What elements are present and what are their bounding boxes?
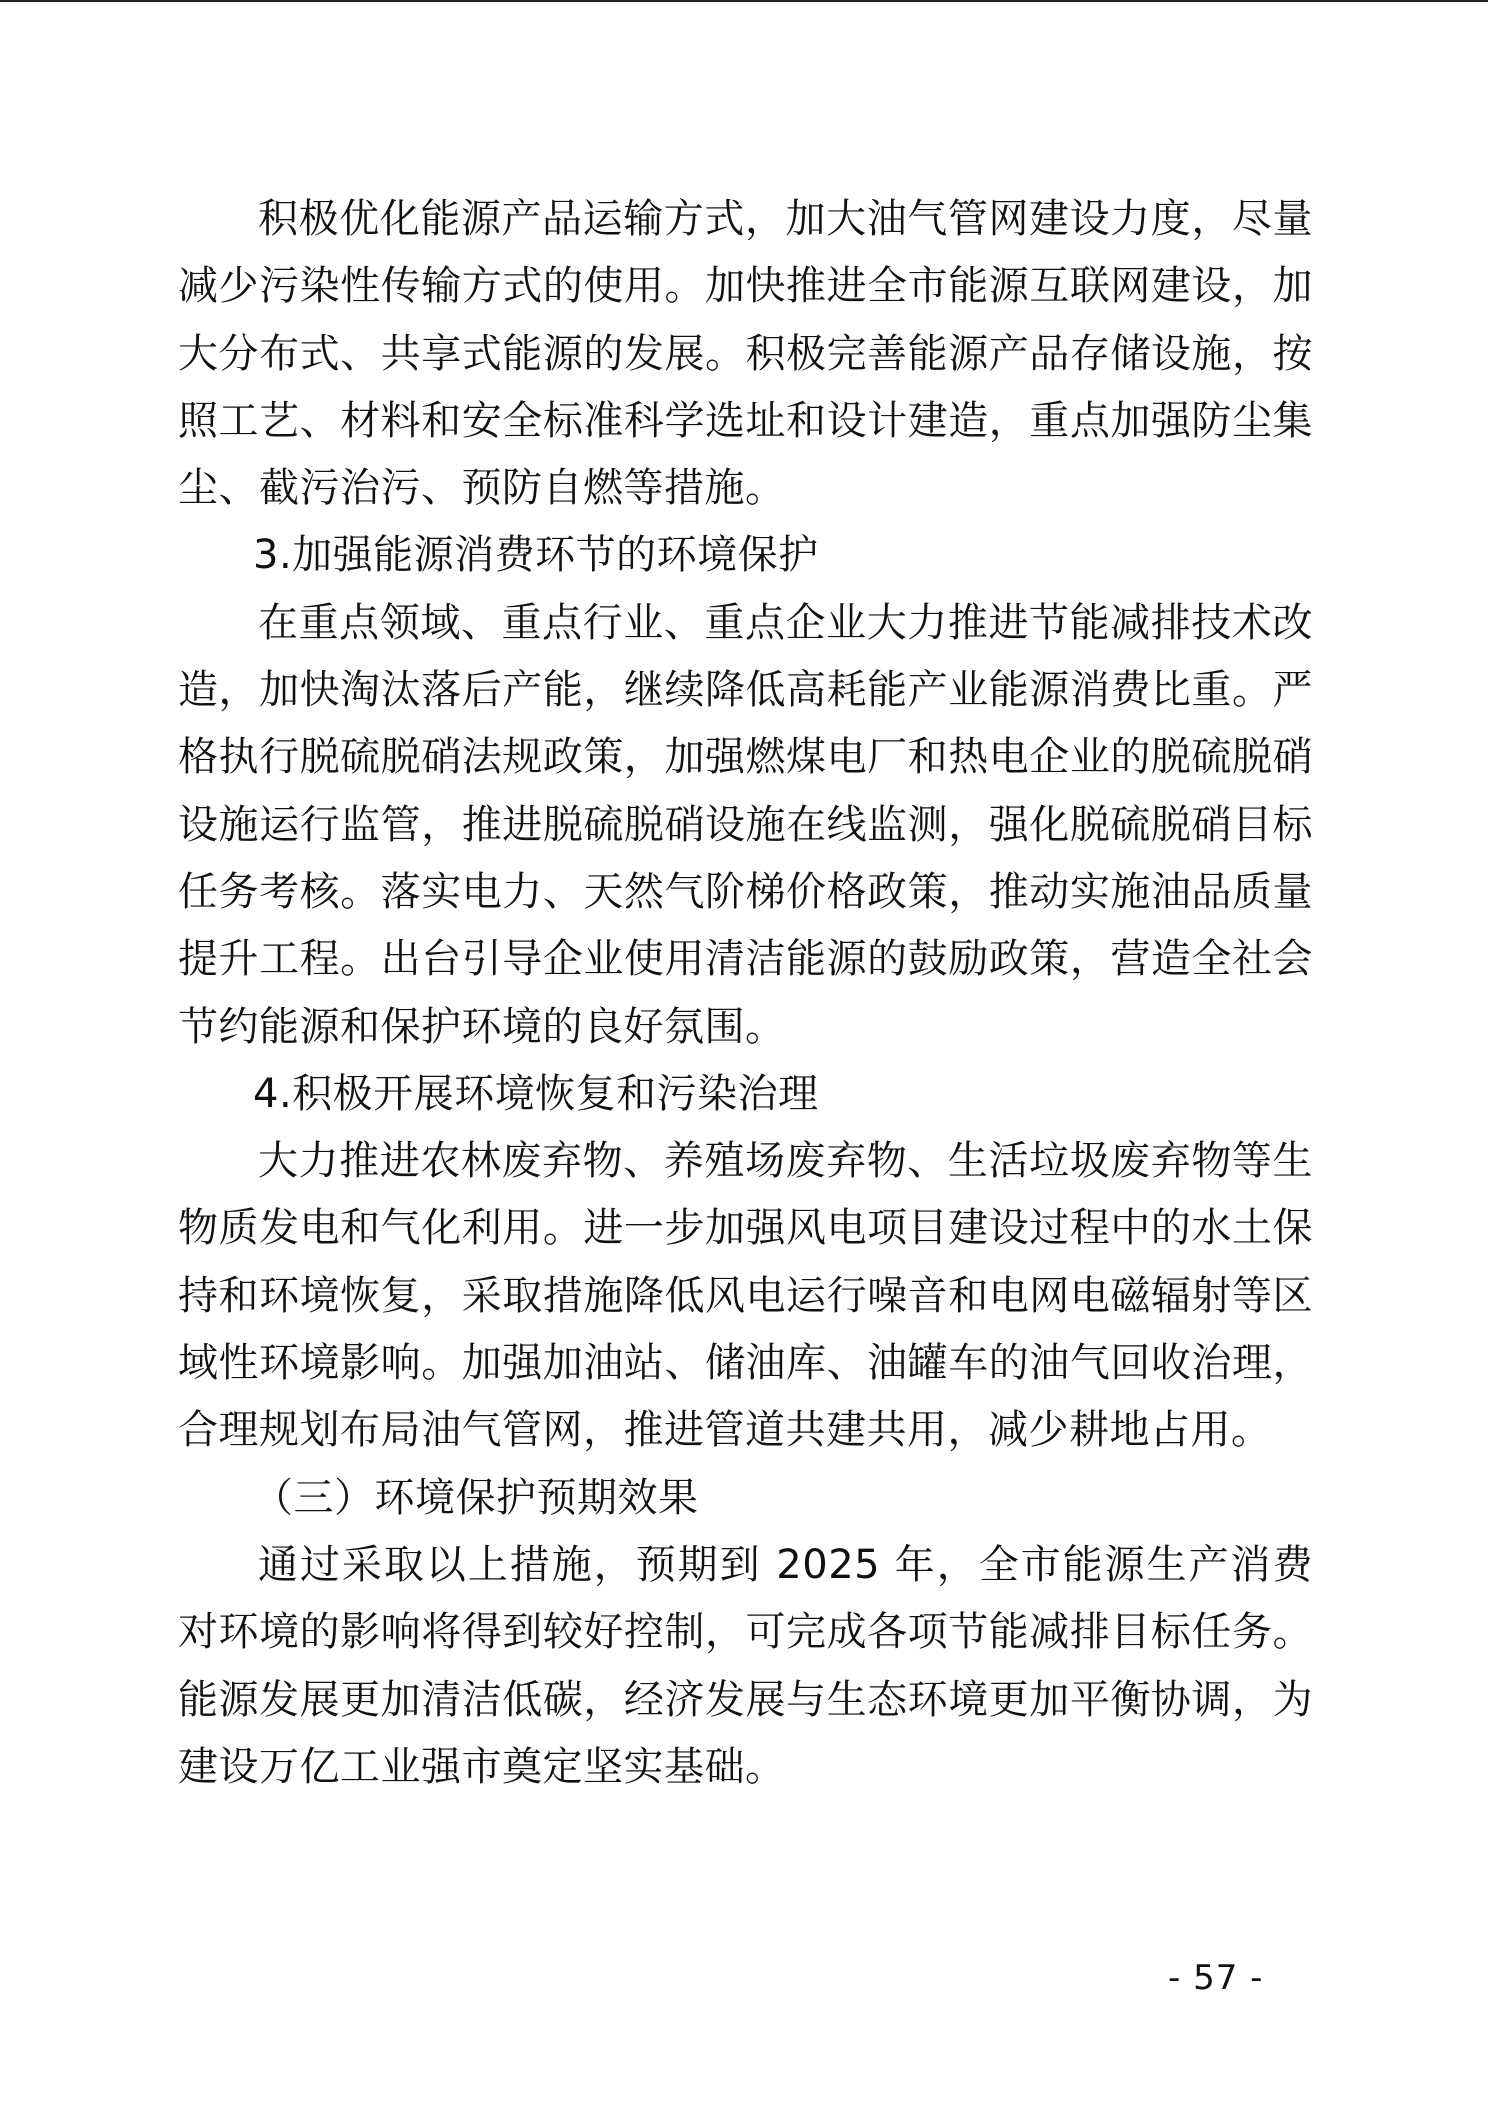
document-body <box>178 186 1313 1801</box>
top-border-line <box>0 0 1488 2</box>
paragraph-restoration-measures: 大力推进农林废弃物、养殖场废弃物、生活垃圾废弃物等生物质发电和气化利用。进一步加强风电项目建设过程中的水土保持和环境恢复，采取措施降低风电运行噪音和电网电磁辐射等区域性环境影响。加强加油站、储油库、油罐车的油气回收治理，合理规划布局油气管网，推进管道共建共用，减少耕地占用。 <box>178 1138 1313 1454</box>
paragraph-expected-effects: 通过采取以上措施，预期到 2025 年，全市能源生产消费对环境的影响将得到较好控制，可完成各项节能减排目标任务。能源发展更加清洁低碳，经济发展与生态环境更加平衡协调，为建设万亿工业强市奠定坚实基础。 <box>178 1541 1313 1790</box>
heading-restoration-governance: 4.积极开展环境恢复和污染治理 <box>253 1070 819 1117</box>
paragraph-energy-transport: 积极优化能源产品运输方式，加大油气管网建设力度，尽量减少污染性传输方式的使用。加快推进全市能源互联网建设，加大分布式、共享式能源的发展。积极完善能源产品存储设施，按照工艺、材料和安全标准科学选址和设计建造，重点加强防尘集尘、截污治污、预防自燃等措施。 <box>178 196 1313 512</box>
heading-expected-effects: （三）环境保护预期效果 <box>253 1474 699 1521</box>
paragraph-consumption-measures: 在重点领域、重点行业、重点企业大力推进节能减排技术改造，加快淘汰落后产能，继续降低高耗能产业能源消费比重。严格执行脱硫脱硝法规政策，加强燃煤电厂和热电企业的脱硫脱硝设施运行监管，推进脱硫脱硝设施在线监测，强化脱硫脱硝目标任务考核。落实电力、天然气阶梯价格政策，推动实施油品质量提升工程。出台引导企业使用清洁能源的鼓励政策，营造全社会节约能源和保护环境的良好氛围。 <box>178 599 1313 1050</box>
heading-consumption-protection: 3.加强能源消费环节的环境保护 <box>253 532 819 579</box>
page-number: - 57 - <box>1168 1958 1264 1998</box>
